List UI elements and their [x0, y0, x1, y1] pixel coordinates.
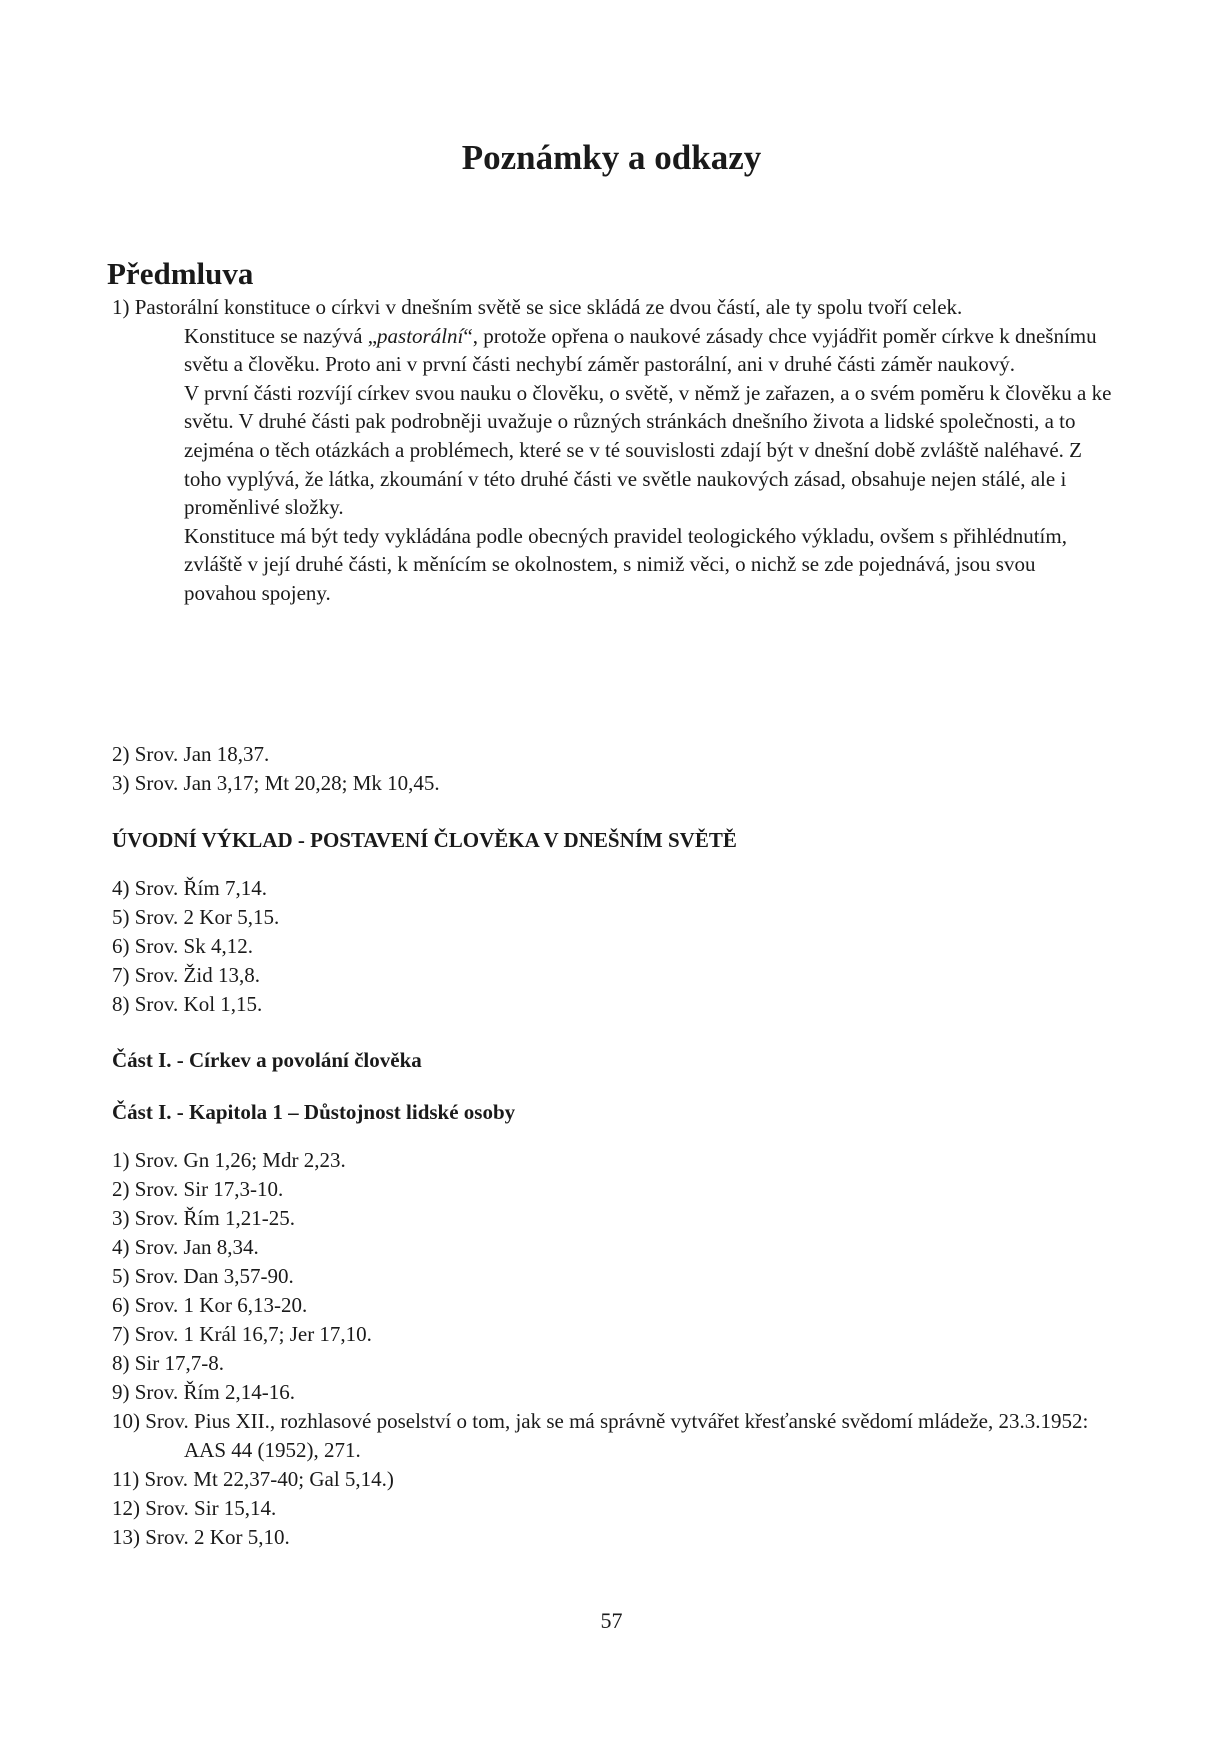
ref-item: 8) Sir 17,7-8. — [112, 1351, 224, 1375]
ref-item: 3) Srov. Jan 3,17; Mt 20,28; Mk 10,45. — [112, 771, 440, 795]
ref-item: 10) Srov. Pius XII., rozhlasové poselství o tom, jak se má správně vytvářet křesťanské svědomí mládeže, 23.3.1952: AAS 44 (1952), 271. — [112, 1409, 1089, 1462]
ref-item: 11) Srov. Mt 22,37-40; Gal 5,14.) — [112, 1467, 394, 1491]
note-1-paragraph-1 — [112, 293, 1112, 322]
note-1-paragraph-4: Konstituce má být tedy vykládána podle obecných pravidel teologického výkladu, ovšem s přihlédnutím, zvláště v její druhé části, k měnícím se okolnostem, s nimiž věci, o nichž se zde pojednává, jsou svou povahou spojeny. — [184, 523, 1067, 605]
section-heading-chapter1: Část I. - Kapitola 1 – Důstojnost lidské osoby — [112, 1100, 516, 1124]
ref-item: 1) Srov. Gn 1,26; Mdr 2,23. — [112, 1148, 346, 1172]
ref-item: 12) Srov. Sir 15,14. — [112, 1496, 277, 1520]
note-text: Konstituce se nazývá „ — [184, 323, 378, 348]
ref-item: 5) Srov. Dan 3,57-90. — [112, 1264, 294, 1288]
ref-item: 13) Srov. 2 Kor 5,10. — [112, 1525, 290, 1549]
ref-item: 6) Srov. Sk 4,12. — [112, 934, 253, 958]
ref-item: 4) Srov. Jan 8,34. — [112, 1235, 259, 1259]
ref-item: 7) Srov. 1 Král 16,7; Jer 17,10. — [112, 1322, 372, 1346]
note-number: 1) — [112, 295, 130, 319]
ref-item: 7) Srov. Žid 13,8. — [112, 963, 260, 987]
preface-refs — [112, 740, 1112, 798]
ref-item: 4) Srov. Řím 7,14. — [112, 876, 267, 900]
page-number: 57 — [600, 1608, 623, 1633]
section-heading-preface: Předmluva — [107, 256, 254, 291]
ref-item: 2) Srov. Sir 17,3-10. — [112, 1177, 284, 1201]
page-title: Poznámky a odkazy — [461, 138, 762, 177]
ref-item: 3) Srov. Řím 1,21-25. — [112, 1206, 295, 1230]
ref-item: 5) Srov. 2 Kor 5,15. — [112, 905, 280, 929]
note-1-paragraph-2 — [112, 322, 1112, 379]
intro-refs — [112, 874, 1112, 1019]
ref-item: 9) Srov. Řím 2,14-16. — [112, 1380, 295, 1404]
note-text: Pastorální konstituce o církvi v dnešním světě se sice skládá ze dvou částí, ale ty spolu tvoří celek. — [134, 295, 963, 319]
ref-item: 2) Srov. Jan 18,37. — [112, 742, 270, 766]
note-1 — [112, 293, 1112, 608]
section-heading-part1: Část I. - Církev a povolání člověka — [112, 1048, 422, 1072]
emphasis-text: pastorální — [377, 323, 464, 348]
chapter1-refs — [112, 1146, 1112, 1552]
note-1-paragraph-3: V první části rozvíjí církev svou nauku o člověku, o světě, v němž je zařazen, a o svém poměru k člověku a ke světu. V druhé části pak podrobněji uvažuje o různých stránkách dnešního života a lidské společnosti, a to zejména o těch otázkách a problémech, které se v té souvislosti zdají být v dnešní době zvláště naléhavé. Z toho vyplývá, že látka, zkoumání v této druhé části ve světle naukových zásad, obsahuje nejen stálé, ale i proměnlivé složky. — [184, 380, 1112, 520]
ref-item: 6) Srov. 1 Kor 6,13-20. — [112, 1293, 308, 1317]
note-text: “, protože opřena o naukové zásady chce vyjádřit poměr církve k dnešnímu světu a člověku. Proto ani v první části nechybí záměr pastorální, ani v druhé části záměr naukový. — [184, 323, 1097, 377]
ref-item: 8) Srov. Kol 1,15. — [112, 992, 263, 1016]
section-heading-intro: ÚVODNÍ VÝKLAD - POSTAVENÍ ČLOVĚKA V DNEŠNÍM SVĚTĚ — [112, 828, 737, 852]
